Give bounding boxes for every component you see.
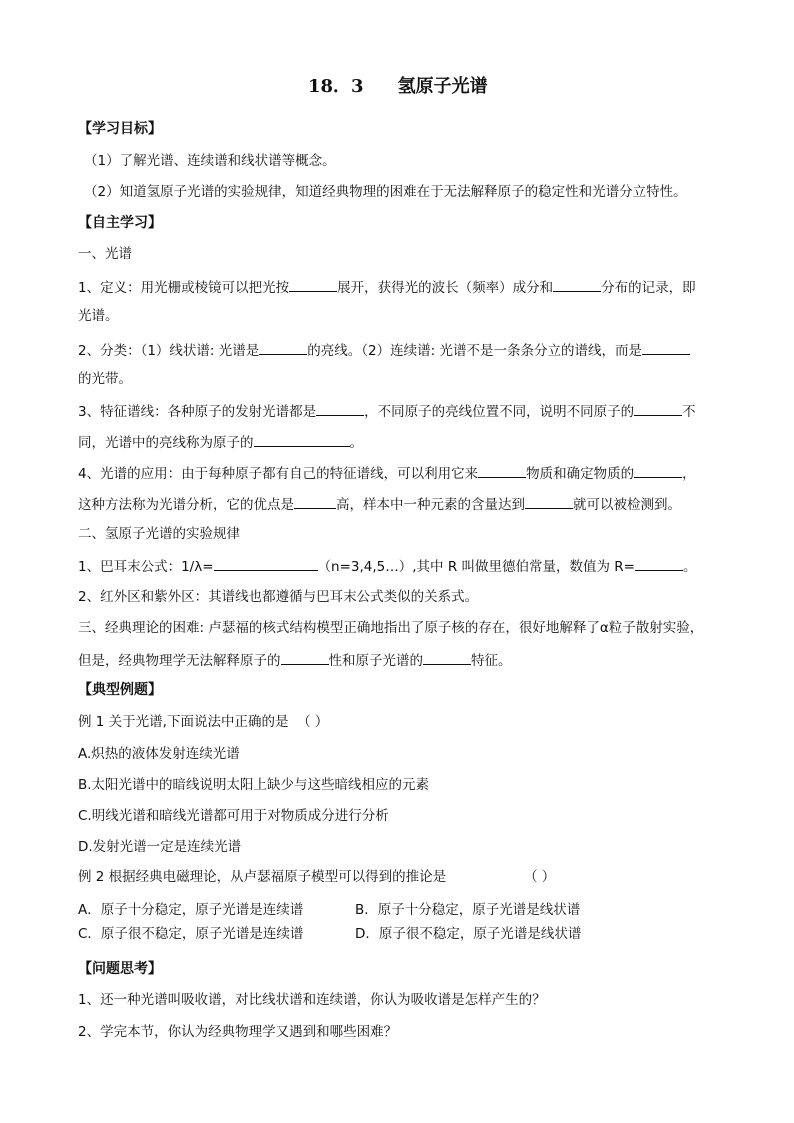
section-title: 氢原子光谱	[397, 76, 488, 97]
classification-line-2: 的光带。	[78, 371, 132, 387]
classification-line-1: 2、分类：（1）线状谱: 光谱是 的亮线。（2）连续谱: 光谱不是一条条分立的谱线，而是	[78, 340, 690, 360]
goal-item-1: （1）了解光谱、连续谱和线状谱等概念。	[84, 153, 336, 169]
fill-blank[interactable]	[289, 277, 337, 292]
fill-blank[interactable]	[525, 494, 573, 509]
question-2: 2、学完本节，你认为经典物理学又遇到和哪些困难？	[78, 1024, 398, 1040]
section-number: 18．3	[308, 76, 364, 97]
fill-blank[interactable]	[214, 556, 318, 571]
example-1-option-c: C.明线光谱和暗线光谱都可用于对物质成分进行分析	[78, 808, 389, 824]
example-2-stem: 例 2 根据经典电磁理论，从卢瑟福原子模型可以得到的推论是	[78, 869, 447, 885]
characteristic-line-1: 3、特征谱线：各种原子的发射光谱都是 ，不同原子的亮线位置不同，说明不同原子的 不	[78, 401, 696, 421]
subheading-spectrum: 一、光谱	[78, 246, 132, 262]
fill-blank[interactable]	[478, 463, 526, 478]
application-line-2: 这种方法称为光谱分析，它的优点是 高，样本中一种元素的含量达到 就可以被检测到。	[78, 494, 681, 514]
heading-questions: 【问题思考】	[78, 961, 162, 977]
answer-paren[interactable]: （ ）	[524, 869, 556, 885]
heading-examples: 【典型例题】	[78, 682, 162, 698]
answer-paren[interactable]: （ ）	[297, 714, 329, 730]
fill-blank[interactable]	[553, 277, 601, 292]
example-2-option-b: B．原子十分稳定，原子光谱是线状谱	[355, 902, 581, 918]
fill-blank[interactable]	[281, 650, 329, 665]
example-1-option-a: A.炽热的液体发射连续光谱	[78, 746, 240, 762]
example-2-option-c: C．原子很不稳定，原子光谱是连续谱	[78, 926, 304, 942]
fill-blank[interactable]	[423, 650, 471, 665]
balmer-formula-line: 1、巴耳末公式：1/λ= （n=3,4,5…）,其中 R 叫做里德伯常量，数值为 R= 。	[78, 556, 697, 576]
fill-blank[interactable]	[294, 494, 336, 509]
infrared-ultraviolet-line: 2、红外区和紫外区：其谱线也都遵循与巴耳末公式类似的关系式。	[78, 589, 479, 605]
application-line-1: 4、光谱的应用：由于每种原子都有自己的特征谱线，可以利用它来 物质和确定物质的 ，	[78, 463, 696, 483]
fill-blank[interactable]	[634, 401, 682, 416]
example-1-stem: 例 1 关于光谱,下面说法中正确的是 （ ）	[78, 714, 329, 730]
goal-item-2: （2）知道氢原子光谱的实验规律，知道经典物理的困难在于无法解释原子的稳定性和光谱分立特性。	[84, 184, 687, 200]
fill-blank[interactable]	[642, 340, 690, 355]
fill-blank[interactable]	[259, 340, 307, 355]
heading-self-study: 【自主学习】	[78, 215, 162, 231]
definition-line-2: 光谱。	[78, 308, 119, 324]
classical-difficulty-line-2: 但是，经典物理学无法解释原子的 性和原子光谱的 特征。	[78, 650, 512, 670]
fill-blank[interactable]	[254, 432, 350, 447]
example-2-option-a: A．原子十分稳定，原子光谱是连续谱	[78, 902, 304, 918]
subheading-hydrogen-rules: 二、氢原子光谱的实验规律	[78, 526, 240, 542]
example-2-option-d: D．原子很不稳定，原子光谱是线状谱	[355, 926, 582, 942]
example-1-option-d: D.发射光谱一定是连续光谱	[78, 839, 242, 855]
fill-blank[interactable]	[635, 556, 683, 571]
heading-learning-goals: 【学习目标】	[78, 121, 162, 137]
fill-blank[interactable]	[634, 463, 682, 478]
classical-difficulty-line-1: 三、经典理论的困难: 卢瑟福的核式结构模型正确地指出了原子核的存在，很好地解释了α粒子散射实验，	[78, 620, 704, 636]
definition-line-1: 1、定义：用光栅或棱镜可以把光按 展开，获得光的波长（频率）成分和 分布的记录，即	[78, 277, 696, 297]
characteristic-line-2: 同，光谱中的亮线称为原子的 。	[78, 432, 363, 452]
page-title	[308, 78, 488, 96]
example-1-option-b: B.太阳光谱中的暗线说明太阳上缺少与这些暗线相应的元素	[78, 777, 430, 793]
question-1: 1、还一种光谱叫吸收谱，对比线状谱和连续谱，你认为吸收谱是怎样产生的？	[78, 992, 546, 1008]
fill-blank[interactable]	[316, 401, 364, 416]
